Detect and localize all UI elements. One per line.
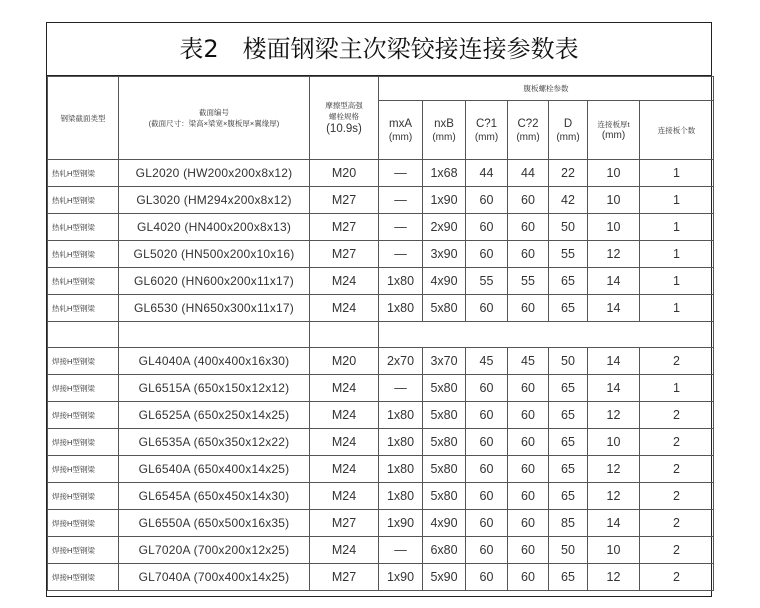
cell-d: 65 bbox=[549, 268, 588, 295]
cell-d: 65 bbox=[549, 456, 588, 483]
cell-bolt-spec: M27 bbox=[310, 214, 379, 241]
table-separator bbox=[48, 322, 714, 348]
cell-plate-count: 1 bbox=[640, 295, 714, 322]
cell-c2: 55 bbox=[508, 268, 549, 295]
cell-plate-thickness: 10 bbox=[588, 214, 640, 241]
cell-plate-count: 1 bbox=[640, 375, 714, 402]
cell-bolt-spec: M24 bbox=[310, 429, 379, 456]
header-beam-type: 钢梁截面类型 bbox=[48, 77, 119, 160]
cell-nxb: 1x68 bbox=[423, 160, 466, 187]
cell-c2: 45 bbox=[508, 348, 549, 375]
blank-row bbox=[48, 322, 714, 348]
cell-nxb: 5x80 bbox=[423, 456, 466, 483]
header-web-bolt-group: 腹板螺栓参数 bbox=[379, 77, 714, 101]
cell-mxa: 1x90 bbox=[379, 564, 423, 591]
table-row bbox=[48, 187, 714, 214]
blank-cell bbox=[48, 322, 119, 348]
header-c1-label: C?1 bbox=[475, 118, 498, 130]
cell-mxa: — bbox=[379, 375, 423, 402]
cell-bolt-spec: M24 bbox=[310, 537, 379, 564]
cell-c2: 60 bbox=[508, 483, 549, 510]
cell-beam-type: 热轧H型钢梁 bbox=[48, 214, 119, 241]
header-section-name-line1: 截面编号 bbox=[199, 108, 229, 117]
cell-c1: 60 bbox=[466, 241, 508, 268]
cell-plate-thickness: 10 bbox=[588, 187, 640, 214]
cell-bolt-spec: M20 bbox=[310, 160, 379, 187]
table-row bbox=[48, 160, 714, 187]
cell-mxa: — bbox=[379, 241, 423, 268]
table-row bbox=[48, 375, 714, 402]
cell-plate-count: 2 bbox=[640, 402, 714, 429]
cell-nxb: 5x80 bbox=[423, 375, 466, 402]
cell-c1: 60 bbox=[466, 510, 508, 537]
cell-plate-thickness: 10 bbox=[588, 160, 640, 187]
cell-bolt-spec: M27 bbox=[310, 187, 379, 214]
cell-c2: 60 bbox=[508, 402, 549, 429]
cell-section-name: GL7020A (700x200x12x25) bbox=[119, 537, 310, 564]
cell-d: 65 bbox=[549, 483, 588, 510]
header-section-name-line2: (截面尺寸：梁高×梁宽×腹板厚×翼缘厚) bbox=[148, 119, 280, 128]
cell-mxa: 1x80 bbox=[379, 402, 423, 429]
header-section-name bbox=[119, 77, 310, 160]
cell-beam-type: 热轧H型钢梁 bbox=[48, 268, 119, 295]
cell-plate-thickness: 10 bbox=[588, 537, 640, 564]
cell-c2: 60 bbox=[508, 375, 549, 402]
cell-bolt-spec: M24 bbox=[310, 402, 379, 429]
cell-section-name: GL6525A (650x250x14x25) bbox=[119, 402, 310, 429]
cell-plate-thickness: 12 bbox=[588, 564, 640, 591]
cell-beam-type: 焊接H型钢梁 bbox=[48, 537, 119, 564]
cell-d: 50 bbox=[549, 214, 588, 241]
cell-mxa: — bbox=[379, 187, 423, 214]
cell-bolt-spec: M27 bbox=[310, 510, 379, 537]
cell-plate-count: 1 bbox=[640, 214, 714, 241]
cell-plate-thickness: 12 bbox=[588, 402, 640, 429]
cell-d: 65 bbox=[549, 564, 588, 591]
table-row bbox=[48, 295, 714, 322]
cell-plate-thickness: 10 bbox=[588, 429, 640, 456]
cell-c1: 60 bbox=[466, 483, 508, 510]
header-nxb-label: nxB bbox=[434, 118, 454, 130]
cell-section-name: GL2020 (HW200x200x8x12) bbox=[119, 160, 310, 187]
cell-section-name: GL6540A (650x400x14x25) bbox=[119, 456, 310, 483]
cell-mxa: — bbox=[379, 537, 423, 564]
cell-plate-count: 1 bbox=[640, 160, 714, 187]
cell-plate-count: 1 bbox=[640, 268, 714, 295]
cell-mxa: 1x80 bbox=[379, 429, 423, 456]
cell-c1: 60 bbox=[466, 537, 508, 564]
header-bolt-spec-line2: 螺栓规格 bbox=[329, 111, 359, 121]
table-row bbox=[48, 348, 714, 375]
cell-nxb: 3x70 bbox=[423, 348, 466, 375]
header-c1 bbox=[466, 101, 508, 160]
cell-nxb: 5x80 bbox=[423, 295, 466, 322]
cell-bolt-spec: M24 bbox=[310, 295, 379, 322]
table-body-rolled-h bbox=[48, 160, 714, 322]
cell-mxa: 1x90 bbox=[379, 510, 423, 537]
cell-plate-thickness: 14 bbox=[588, 295, 640, 322]
table-row bbox=[48, 564, 714, 591]
cell-section-name: GL7040A (700x400x14x25) bbox=[119, 564, 310, 591]
header-d-unit: (mm) bbox=[556, 132, 580, 143]
cell-nxb: 5x80 bbox=[423, 402, 466, 429]
table-row bbox=[48, 510, 714, 537]
cell-bolt-spec: M24 bbox=[310, 483, 379, 510]
cell-beam-type: 热轧H型钢梁 bbox=[48, 187, 119, 214]
cell-beam-type: 热轧H型钢梁 bbox=[48, 295, 119, 322]
cell-mxa: 1x80 bbox=[379, 268, 423, 295]
cell-beam-type: 焊接H型钢梁 bbox=[48, 564, 119, 591]
blank-cell bbox=[119, 322, 310, 348]
header-c2-label: C?2 bbox=[517, 118, 539, 130]
cell-c2: 60 bbox=[508, 429, 549, 456]
header-mxa-unit: (mm) bbox=[388, 132, 413, 143]
header-row-1 bbox=[48, 77, 714, 101]
cell-d: 65 bbox=[549, 429, 588, 456]
cell-nxb: 5x80 bbox=[423, 429, 466, 456]
cell-d: 50 bbox=[549, 348, 588, 375]
cell-beam-type: 焊接H型钢梁 bbox=[48, 483, 119, 510]
cell-c1: 45 bbox=[466, 348, 508, 375]
cell-beam-type: 焊接H型钢梁 bbox=[48, 402, 119, 429]
cell-bolt-spec: M24 bbox=[310, 268, 379, 295]
table-row bbox=[48, 537, 714, 564]
header-c2 bbox=[508, 101, 549, 160]
cell-plate-thickness: 12 bbox=[588, 456, 640, 483]
cell-c1: 55 bbox=[466, 268, 508, 295]
cell-plate-count: 1 bbox=[640, 241, 714, 268]
cell-plate-count: 2 bbox=[640, 564, 714, 591]
cell-mxa: 1x80 bbox=[379, 483, 423, 510]
cell-section-name: GL6530 (HN650x300x11x17) bbox=[119, 295, 310, 322]
blank-cell bbox=[310, 322, 379, 348]
cell-mxa: 1x80 bbox=[379, 456, 423, 483]
cell-c2: 60 bbox=[508, 295, 549, 322]
cell-d: 50 bbox=[549, 537, 588, 564]
cell-section-name: GL6545A (650x450x14x30) bbox=[119, 483, 310, 510]
cell-plate-thickness: 12 bbox=[588, 241, 640, 268]
cell-c2: 60 bbox=[508, 537, 549, 564]
cell-c1: 60 bbox=[466, 214, 508, 241]
cell-section-name: GL4040A (400x400x16x30) bbox=[119, 348, 310, 375]
cell-plate-thickness: 14 bbox=[588, 510, 640, 537]
header-d bbox=[549, 101, 588, 160]
cell-c1: 60 bbox=[466, 564, 508, 591]
header-c2-unit: (mm) bbox=[516, 132, 540, 143]
cell-nxb: 4x90 bbox=[423, 268, 466, 295]
header-plate-count: 连接板个数 bbox=[640, 101, 714, 160]
cell-c1: 60 bbox=[466, 295, 508, 322]
cell-d: 65 bbox=[549, 402, 588, 429]
cell-bolt-spec: M27 bbox=[310, 564, 379, 591]
cell-d: 85 bbox=[549, 510, 588, 537]
header-plate-thickness-label: 连接板厚t bbox=[597, 120, 630, 129]
header-nxb-unit: (mm) bbox=[432, 132, 456, 143]
cell-d: 65 bbox=[549, 375, 588, 402]
cell-bolt-spec: M24 bbox=[310, 456, 379, 483]
cell-c1: 44 bbox=[466, 160, 508, 187]
table-row bbox=[48, 483, 714, 510]
cell-nxb: 5x90 bbox=[423, 564, 466, 591]
cell-beam-type: 焊接H型钢梁 bbox=[48, 348, 119, 375]
cell-section-name: GL5020 (HN500x200x10x16) bbox=[119, 241, 310, 268]
cell-plate-count: 1 bbox=[640, 187, 714, 214]
cell-d: 55 bbox=[549, 241, 588, 268]
header-mxa-label: mxA bbox=[389, 118, 412, 130]
table-row bbox=[48, 214, 714, 241]
cell-plate-count: 2 bbox=[640, 348, 714, 375]
cell-mxa: — bbox=[379, 214, 423, 241]
cell-plate-thickness: 14 bbox=[588, 375, 640, 402]
cell-beam-type: 热轧H型钢梁 bbox=[48, 241, 119, 268]
cell-beam-type: 焊接H型钢梁 bbox=[48, 510, 119, 537]
header-bolt-spec-line3: (10.9s) bbox=[326, 122, 362, 135]
cell-bolt-spec: M27 bbox=[310, 241, 379, 268]
cell-c2: 60 bbox=[508, 456, 549, 483]
cell-section-name: GL6550A (650x500x16x35) bbox=[119, 510, 310, 537]
cell-d: 65 bbox=[549, 295, 588, 322]
header-c1-unit: (mm) bbox=[474, 132, 499, 143]
cell-c2: 60 bbox=[508, 187, 549, 214]
cell-d: 22 bbox=[549, 160, 588, 187]
cell-nxb: 1x90 bbox=[423, 187, 466, 214]
cell-plate-count: 2 bbox=[640, 510, 714, 537]
cell-section-name: GL3020 (HM294x200x8x12) bbox=[119, 187, 310, 214]
cell-c2: 60 bbox=[508, 241, 549, 268]
blank-cell bbox=[379, 322, 714, 348]
cell-bolt-spec: M20 bbox=[310, 348, 379, 375]
cell-plate-thickness: 14 bbox=[588, 348, 640, 375]
cell-nxb: 3x90 bbox=[423, 241, 466, 268]
header-bolt-spec bbox=[310, 77, 379, 160]
cell-nxb: 2x90 bbox=[423, 214, 466, 241]
cell-mxa: 2x70 bbox=[379, 348, 423, 375]
table-row bbox=[48, 241, 714, 268]
cell-c2: 44 bbox=[508, 160, 549, 187]
cell-c1: 60 bbox=[466, 402, 508, 429]
cell-d: 42 bbox=[549, 187, 588, 214]
cell-plate-count: 2 bbox=[640, 537, 714, 564]
cell-plate-count: 2 bbox=[640, 483, 714, 510]
cell-c2: 60 bbox=[508, 510, 549, 537]
header-mxa bbox=[379, 101, 423, 160]
table-title: 表2 楼面钢梁主次梁铰接连接参数表 bbox=[47, 23, 711, 76]
cell-plate-count: 2 bbox=[640, 456, 714, 483]
header-d-label: D bbox=[563, 118, 573, 130]
cell-beam-type: 焊接H型钢梁 bbox=[48, 456, 119, 483]
table-row bbox=[48, 402, 714, 429]
cell-nxb: 5x80 bbox=[423, 483, 466, 510]
cell-c1: 60 bbox=[466, 187, 508, 214]
cell-nxb: 6x80 bbox=[423, 537, 466, 564]
header-nxb bbox=[423, 101, 466, 160]
cell-plate-count: 2 bbox=[640, 429, 714, 456]
cell-c1: 60 bbox=[466, 456, 508, 483]
cell-section-name: GL4020 (HN400x200x8x13) bbox=[119, 214, 310, 241]
parameter-table-sheet bbox=[46, 22, 712, 597]
cell-mxa: 1x80 bbox=[379, 295, 423, 322]
cell-beam-type: 热轧H型钢梁 bbox=[48, 160, 119, 187]
cell-beam-type: 焊接H型钢梁 bbox=[48, 375, 119, 402]
cell-section-name: GL6535A (650x350x12x22) bbox=[119, 429, 310, 456]
cell-mxa: — bbox=[379, 160, 423, 187]
header-plate-thickness-unit: (mm) bbox=[601, 130, 626, 141]
cell-c1: 60 bbox=[466, 429, 508, 456]
header-plate-thickness bbox=[588, 101, 640, 160]
cell-section-name: GL6020 (HN600x200x11x17) bbox=[119, 268, 310, 295]
cell-plate-thickness: 12 bbox=[588, 483, 640, 510]
table-body-welded-h bbox=[48, 348, 714, 591]
table-row bbox=[48, 268, 714, 295]
cell-beam-type: 焊接H型钢梁 bbox=[48, 429, 119, 456]
cell-section-name: GL6515A (650x150x12x12) bbox=[119, 375, 310, 402]
cell-c2: 60 bbox=[508, 214, 549, 241]
connection-parameter-table bbox=[47, 76, 714, 591]
cell-c2: 60 bbox=[508, 564, 549, 591]
cell-bolt-spec: M24 bbox=[310, 375, 379, 402]
header-bolt-spec-line1: 摩擦型高强 bbox=[325, 100, 363, 110]
cell-c1: 60 bbox=[466, 375, 508, 402]
cell-nxb: 4x90 bbox=[423, 510, 466, 537]
table-row bbox=[48, 456, 714, 483]
table-row bbox=[48, 429, 714, 456]
cell-plate-thickness: 14 bbox=[588, 268, 640, 295]
